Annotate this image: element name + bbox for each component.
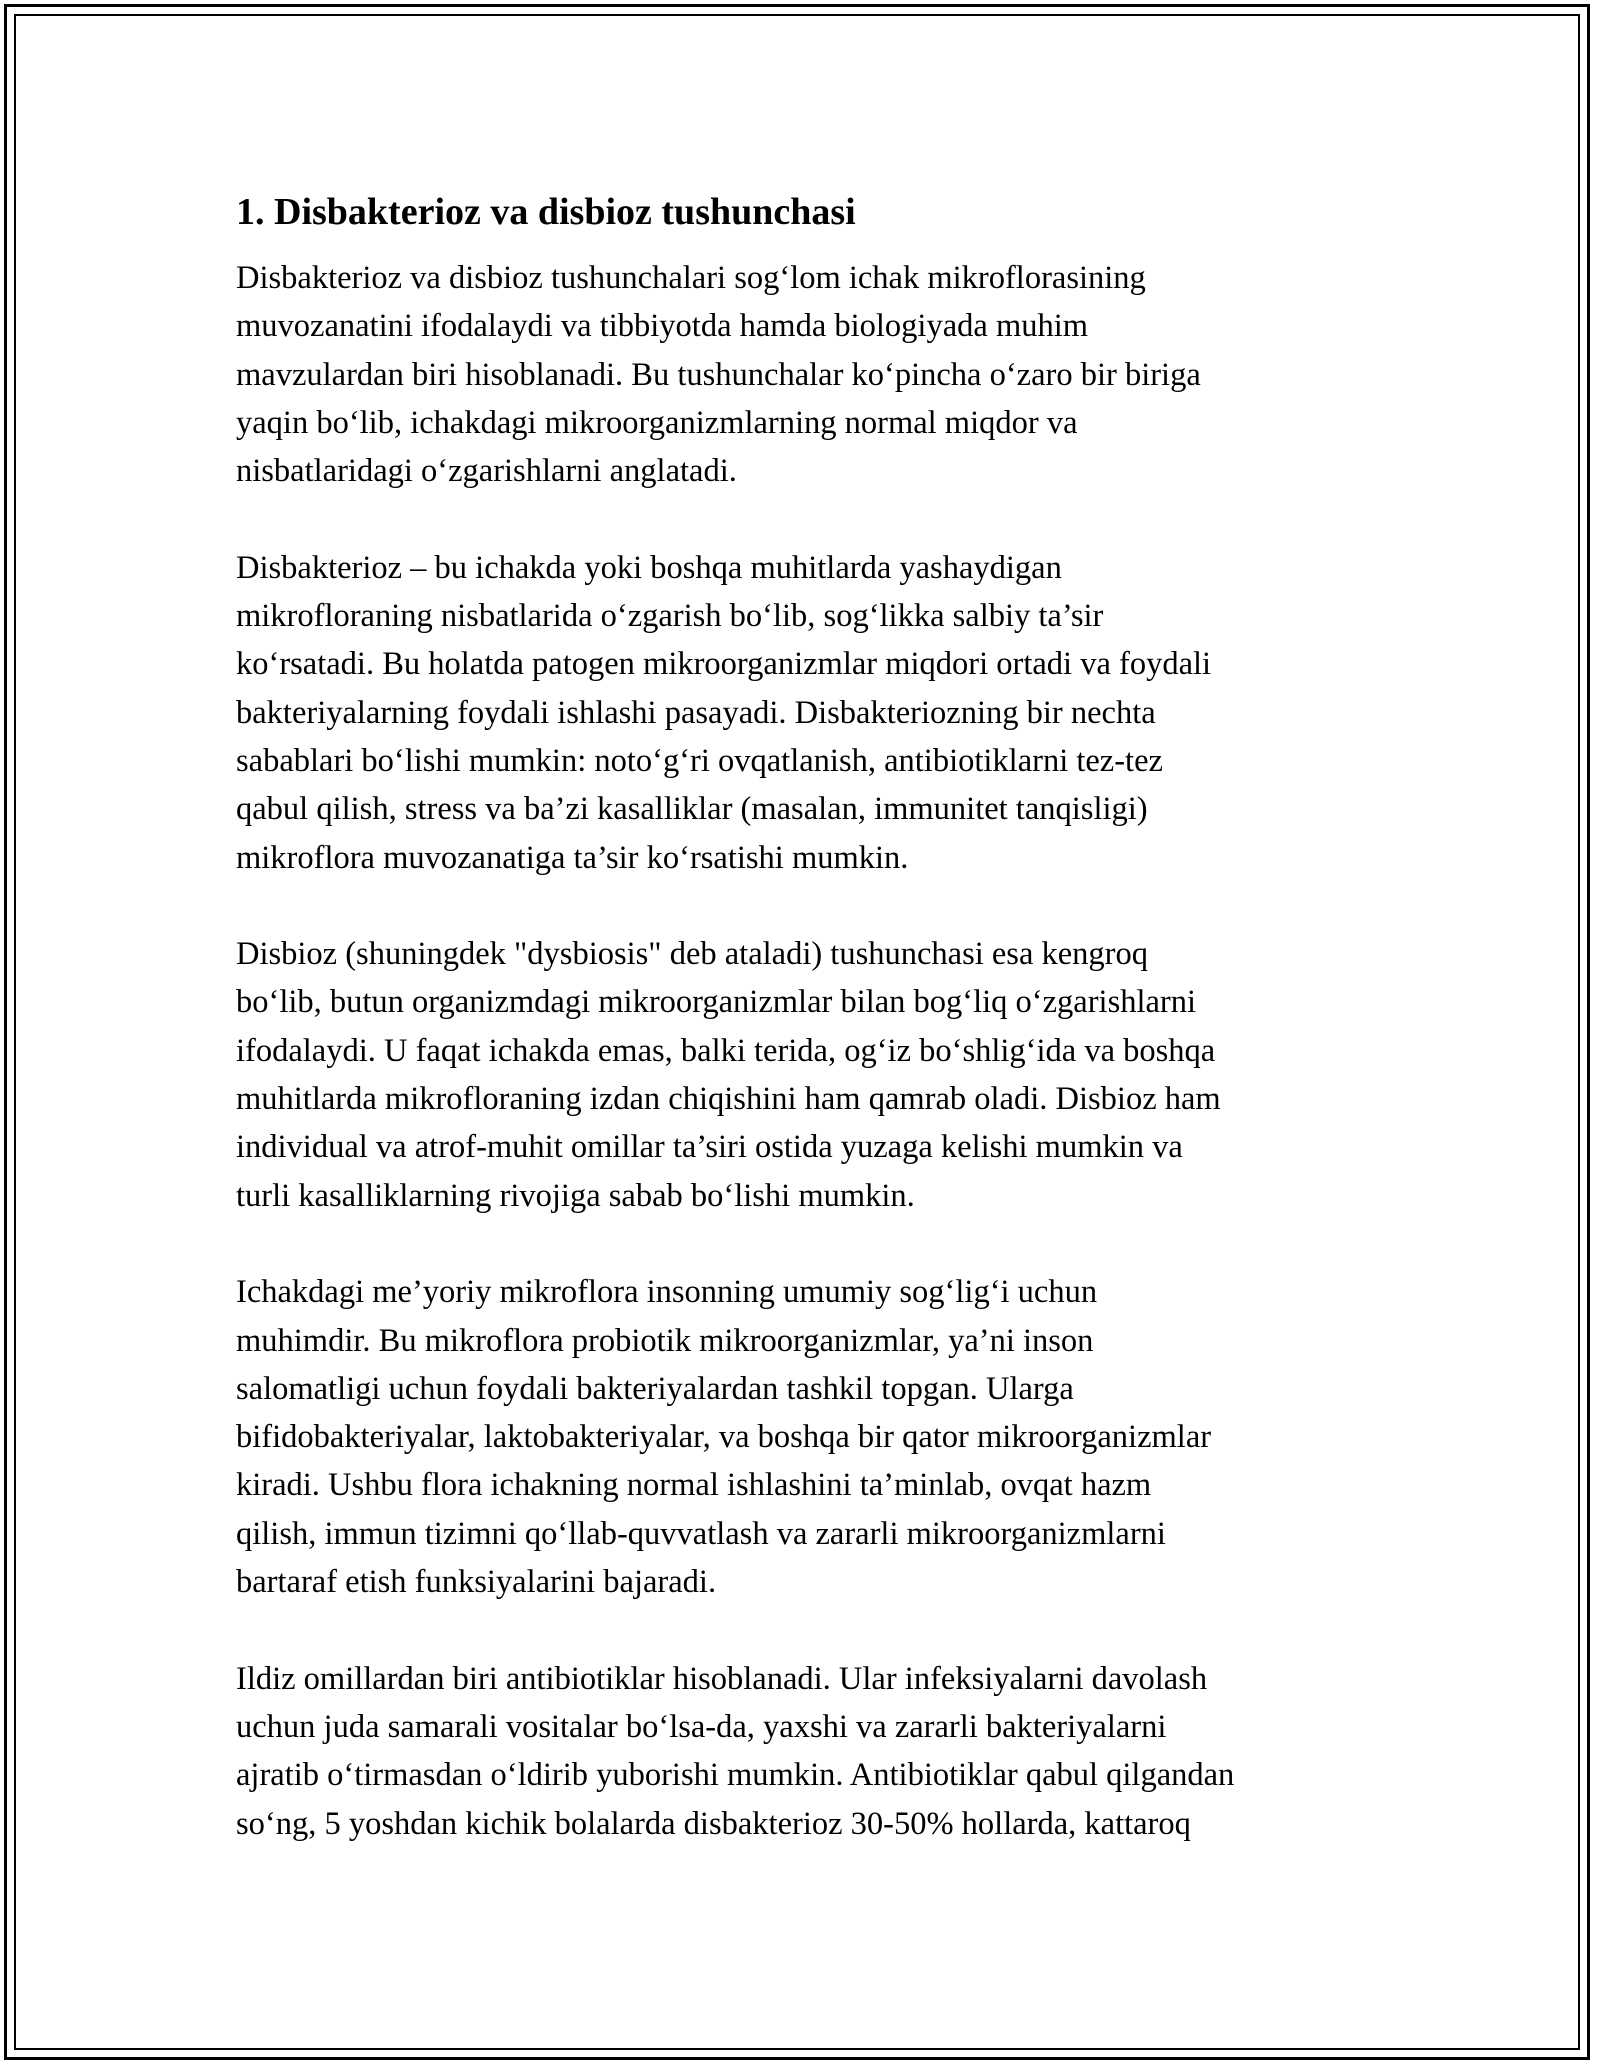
- text-line: ajratib o‘tirmasdan o‘ldirib yuborishi mumkin. Antibiotiklar qabul qilgandan: [236, 1757, 1235, 1794]
- text-line: uchun juda samarali vositalar bo‘lsa-da, yaxshi va zararli bakteriyalarni: [236, 1708, 1167, 1745]
- text-line: qabul qilish, stress va ba’zi kasalliklar (masalan, immunitet tanqisligi): [236, 791, 1148, 828]
- paragraph-1: [236, 254, 1376, 495]
- paragraph-5: [236, 1655, 1376, 1848]
- text-line: qilish, immun tizimni qo‘llab-quvvatlash va zararli mikroorganizmlarni: [236, 1515, 1166, 1552]
- text-line: muhimdir. Bu mikroflora probiotik mikroorganizmlar, ya’ni inson: [236, 1322, 1094, 1359]
- section-heading: 1. Disbakterioz va disbioz tushunchasi: [236, 191, 856, 233]
- text-line: turli kasalliklarning rivojiga sabab bo‘lishi mumkin.: [236, 1177, 915, 1214]
- paragraph-3: [236, 930, 1376, 1220]
- text-line: Ildiz omillardan biri antibiotiklar hisoblanadi. Ular infeksiyalarni davolash: [236, 1660, 1208, 1697]
- paragraph-4: [236, 1268, 1376, 1606]
- text-line: individual va atrof-muhit omillar ta’siri ostida yuzaga kelishi mumkin va: [236, 1129, 1183, 1166]
- text-line: Disbakterioz va disbioz tushunchalari sog‘lom ichak mikroflorasining: [236, 260, 1146, 296]
- text-line: yaqin bo‘lib, ichakdagi mikroorganizmlarning normal miqdor va: [236, 404, 1078, 441]
- text-line: Ichakdagi me’yoriy mikroflora insonning umumiy sog‘lig‘i uchun: [236, 1274, 1098, 1311]
- text-line: bartaraf etish funksiyalarini bajaradi.: [236, 1564, 717, 1601]
- text-line: muhitlarda mikrofloraning izdan chiqishini ham qamrab oladi. Disbioz ham: [236, 1081, 1221, 1118]
- text-line: nisbatlaridagi o‘zgarishlarni anglatadi.: [236, 453, 737, 490]
- text-line: kiradi. Ushbu flora ichakning normal ishlashini ta’minlab, ovqat hazm: [236, 1467, 1152, 1504]
- text-line: muvozanatini ifodalaydi va tibbiyotda hamda biologiyada muhim: [236, 308, 1089, 345]
- text-line: bo‘lib, butun organizmdagi mikroorganizmlar bilan bog‘liq o‘zgarishlarni: [236, 984, 1197, 1021]
- text-line: ifodalaydi. U faqat ichakda emas, balki terida, og‘iz bo‘shlig‘ida va boshqa: [236, 1032, 1216, 1069]
- text-line: Disbakterioz – bu ichakda yoki boshqa muhitlarda yashaydigan: [236, 549, 1062, 586]
- text-line: ko‘rsatadi. Bu holatda patogen mikroorganizmlar miqdori ortadi va foydali: [236, 646, 1212, 683]
- text-line: bifidobakteriyalar, laktobakteriyalar, va boshqa bir qator mikroorganizmlar: [236, 1419, 1212, 1456]
- text-line: mavzulardan biri hisoblanadi. Bu tushunchalar ko‘pincha o‘zaro bir biriga: [236, 356, 1201, 393]
- text-line: mikroflora muvozanatiga ta’sir ko‘rsatishi mumkin.: [236, 839, 909, 876]
- text-line: bakteriyalarning foydali ishlashi pasayadi. Disbakteriozning bir nechta: [236, 694, 1156, 731]
- document-body: [236, 186, 1376, 1848]
- paragraph-2: [236, 544, 1376, 882]
- text-line: salomatligi uchun foydali bakteriyalardan tashkil topgan. Ularga: [236, 1370, 1074, 1407]
- text-line: mikrofloraning nisbatlarida o‘zgarish bo‘lib, sog‘likka salbiy ta’sir: [236, 598, 1104, 635]
- text-line: sabablari bo‘lishi mumkin: noto‘g‘ri ovqatlanish, antibiotiklarni tez-tez: [236, 742, 1163, 779]
- text-line: so‘ng, 5 yoshdan kichik bolalarda disbakterioz 30-50% hollarda, kattaroq: [236, 1805, 1191, 1842]
- text-line: Disbioz (shuningdek "dysbiosis" deb ataladi) tushunchasi esa kengroq: [236, 936, 1148, 973]
